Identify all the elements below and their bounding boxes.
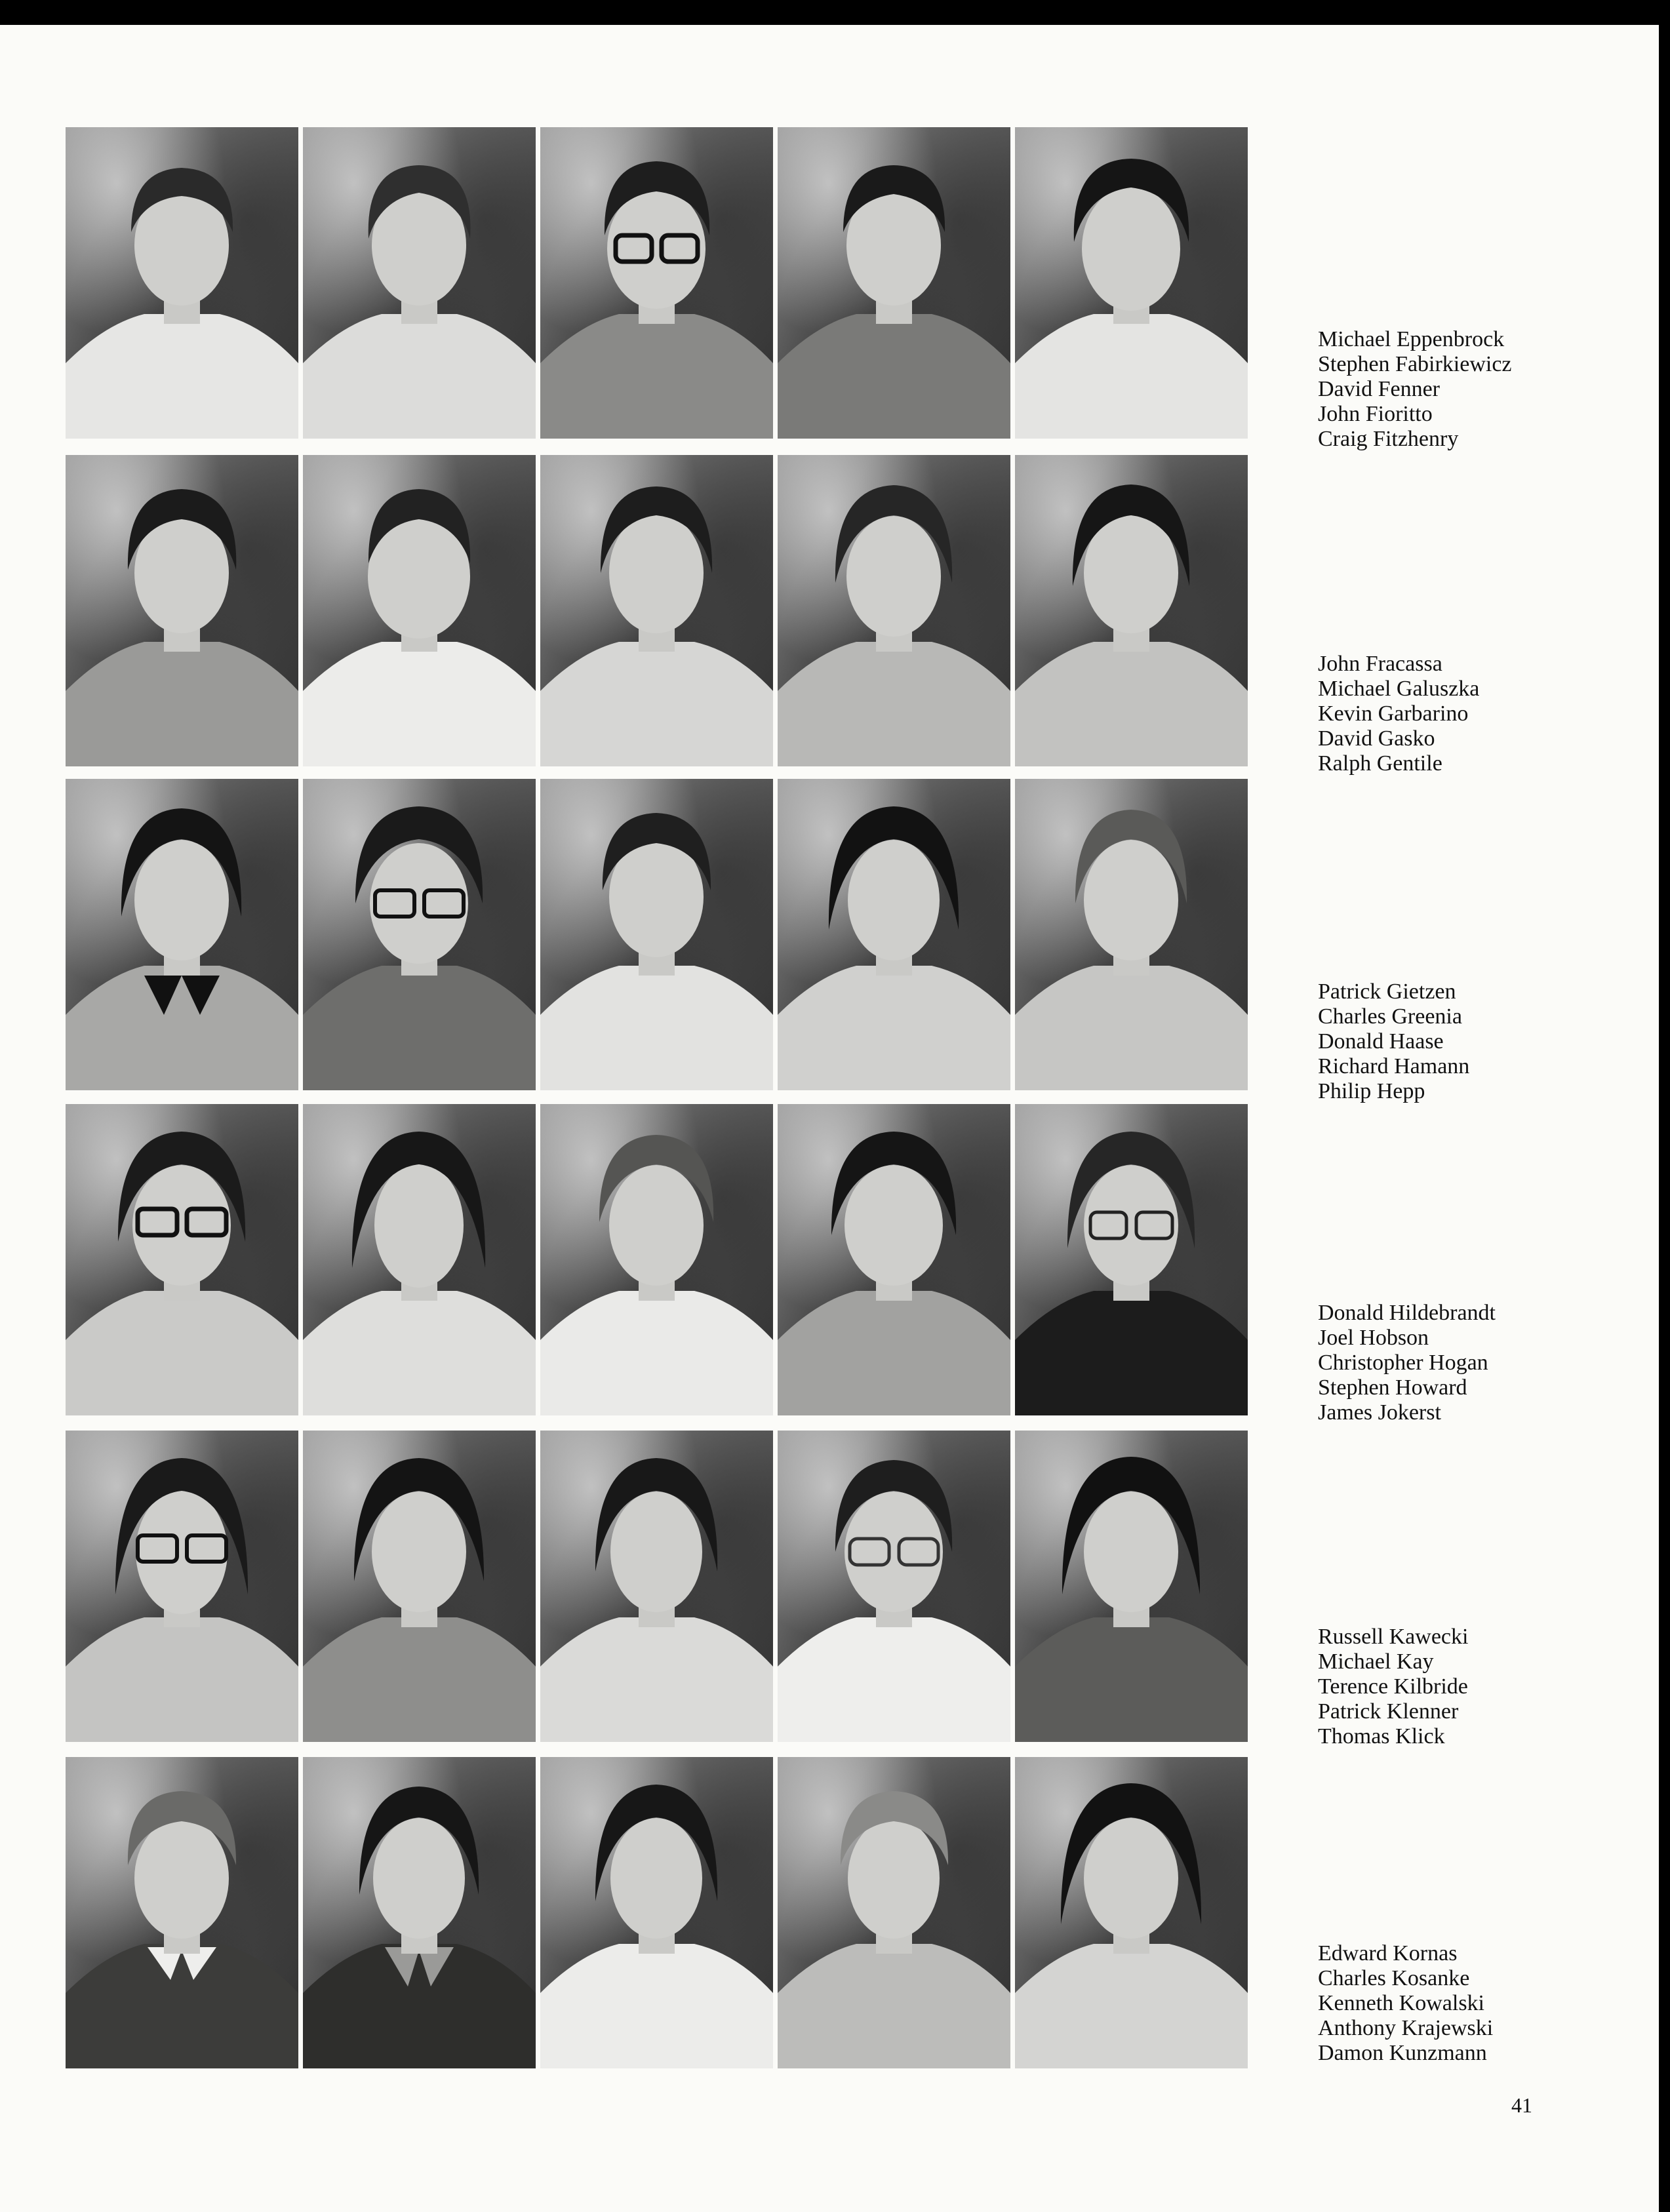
student-portrait — [778, 779, 1010, 1090]
student-name: Philip Hepp — [1318, 1079, 1425, 1103]
student-portrait — [778, 1757, 1010, 2068]
student-name: Michael Galuszka — [1318, 677, 1480, 701]
student-name: Edward Kornas — [1318, 1941, 1458, 1965]
student-portrait — [778, 1431, 1010, 1742]
student-name: Patrick Gietzen — [1318, 979, 1456, 1004]
yearbook-page — [0, 25, 1659, 2212]
student-name: Michael Eppenbrock — [1318, 327, 1505, 351]
name-list-row-5 — [1318, 1625, 1593, 1749]
student-portrait — [303, 779, 536, 1090]
student-name: Stephen Howard — [1318, 1375, 1467, 1400]
name-list-row-6 — [1318, 1941, 1593, 2066]
name-list-row-1 — [1318, 327, 1593, 452]
student-portrait — [1015, 779, 1248, 1090]
student-name: Russell Kawecki — [1318, 1625, 1469, 1649]
student-name: Charles Greenia — [1318, 1004, 1462, 1029]
student-name: Damon Kunzmann — [1318, 2041, 1487, 2065]
student-name: James Jokerst — [1318, 1400, 1441, 1425]
photo-row-2 — [66, 455, 1252, 766]
student-portrait — [540, 455, 773, 766]
student-portrait — [540, 127, 773, 439]
photo-row-6 — [66, 1757, 1252, 2068]
student-name: Michael Kay — [1318, 1649, 1434, 1674]
student-portrait — [66, 779, 298, 1090]
student-portrait — [303, 455, 536, 766]
student-portrait — [66, 1104, 298, 1415]
name-list-row-3 — [1318, 979, 1593, 1104]
student-name: Kenneth Kowalski — [1318, 1991, 1485, 2015]
student-portrait — [778, 455, 1010, 766]
student-name: Christopher Hogan — [1318, 1351, 1488, 1375]
student-portrait — [1015, 455, 1248, 766]
student-portrait — [1015, 127, 1248, 439]
student-name: David Fenner — [1318, 377, 1441, 401]
student-portrait — [540, 779, 773, 1090]
student-portrait — [303, 1757, 536, 2068]
student-name: John Fioritto — [1318, 402, 1433, 426]
student-name: Stephen Fabirkiewicz — [1318, 352, 1512, 376]
photo-row-4 — [66, 1104, 1252, 1415]
photo-row-1 — [66, 127, 1252, 439]
student-name: John Fracassa — [1318, 652, 1442, 676]
photo-row-5 — [66, 1431, 1252, 1742]
student-name: Richard Hamann — [1318, 1054, 1470, 1078]
student-name: Donald Hildebrandt — [1318, 1301, 1496, 1325]
student-name: Patrick Klenner — [1318, 1699, 1459, 1724]
page-number: 41 — [1511, 2093, 1532, 2117]
student-portrait — [66, 1757, 298, 2068]
student-portrait — [540, 1104, 773, 1415]
student-name: Kevin Garbarino — [1318, 701, 1469, 726]
student-name: Ralph Gentile — [1318, 751, 1442, 776]
student-name: Donald Haase — [1318, 1029, 1444, 1054]
student-name: Anthony Krajewski — [1318, 2016, 1494, 2040]
student-portrait — [303, 1431, 536, 1742]
student-portrait — [778, 127, 1010, 439]
student-portrait — [1015, 1104, 1248, 1415]
student-portrait — [540, 1757, 773, 2068]
photo-row-3 — [66, 779, 1252, 1090]
student-name: Craig Fitzhenry — [1318, 427, 1459, 451]
student-name: Joel Hobson — [1318, 1326, 1429, 1350]
student-name: Thomas Klick — [1318, 1724, 1445, 1748]
student-portrait — [303, 127, 536, 439]
student-portrait — [303, 1104, 536, 1415]
student-name: Charles Kosanke — [1318, 1966, 1470, 1990]
student-name: Terence Kilbride — [1318, 1674, 1468, 1699]
student-portrait — [778, 1104, 1010, 1415]
name-list-row-2 — [1318, 652, 1593, 776]
student-portrait — [1015, 1431, 1248, 1742]
student-portrait — [66, 127, 298, 439]
name-list-row-4 — [1318, 1301, 1593, 1425]
student-portrait — [1015, 1757, 1248, 2068]
student-portrait — [66, 455, 298, 766]
student-name: David Gasko — [1318, 726, 1435, 751]
student-portrait — [540, 1431, 773, 1742]
student-portrait — [66, 1431, 298, 1742]
